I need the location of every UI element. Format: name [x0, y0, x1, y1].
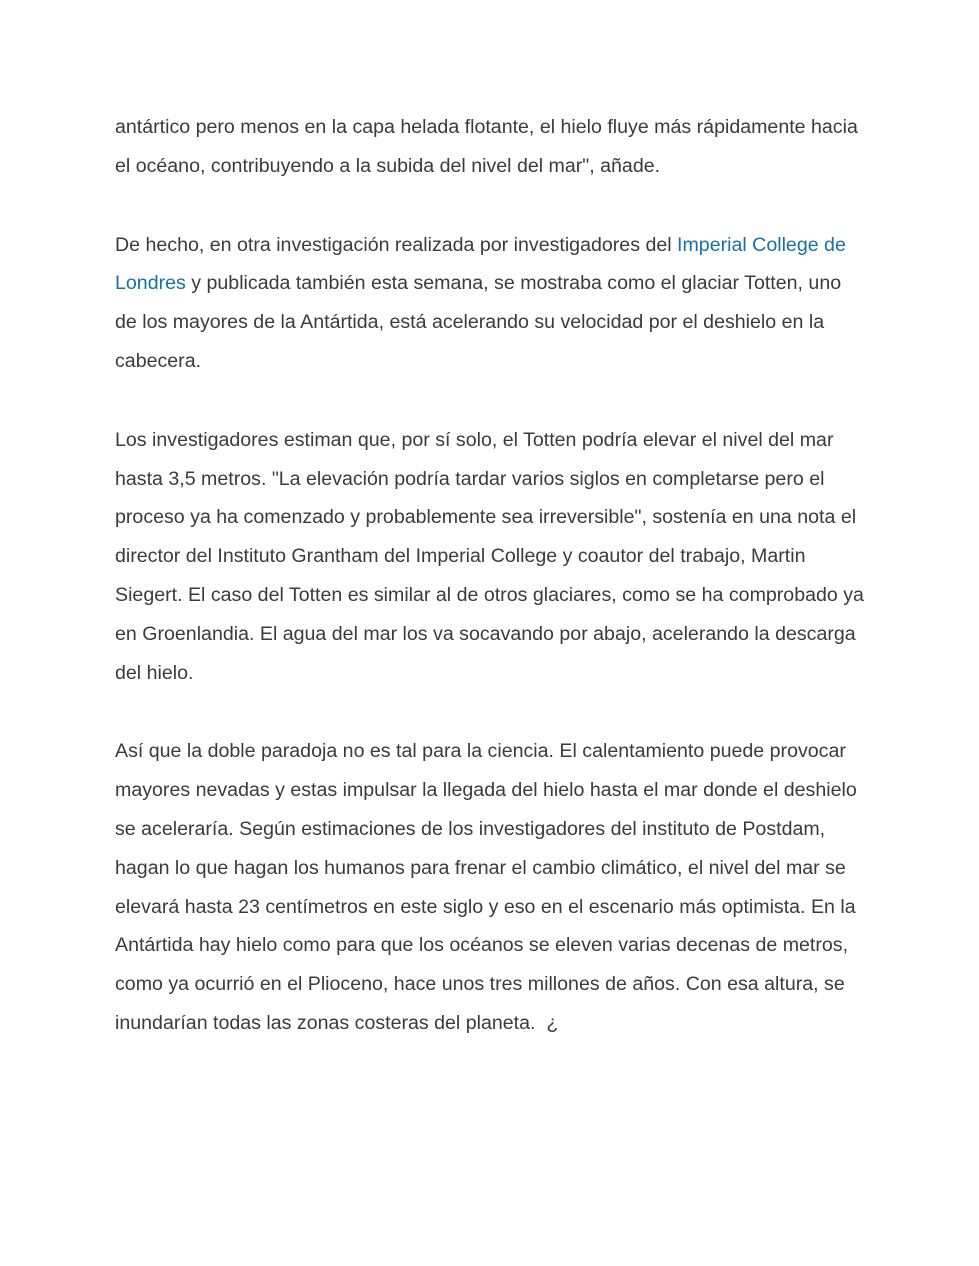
article-body	[115, 108, 867, 1083]
imperial-college-link[interactable]: Imperial College de Londres	[115, 233, 846, 295]
paragraph-3	[115, 421, 867, 693]
paragraph-2	[115, 226, 867, 381]
paragraph-3-text: Los investigadores estiman que, por sí solo, el Totten podría elevar el nivel del mar hasta 3,5 metros. "La elevación podría tardar varios siglos en completarse pero el proceso ya ha comenzado y probablemente sea irreversible", sostenía en una nota el director del Instituto Grantham del Imperial College y coautor del trabajo, Martin Siegert. El caso del Totten es similar al de otros glaciares, como se ha comprobado ya en Groenlandia. El agua del mar los va socavando por abajo, acelerando la descarga del hielo.	[115, 428, 864, 684]
paragraph-2-text-after: y publicada también esta semana, se mostraba como el glaciar Totten, uno de los mayores de la Antártida, está acelerando su velocidad por el deshielo en la cabecera.	[115, 272, 842, 372]
paragraph-1-text: antártico pero menos en la capa helada flotante, el hielo fluye más rápidamente hacia el océano, contribuyendo a la subida del nivel del mar", añade.	[115, 116, 858, 177]
paragraph-4-text: Así que la doble paradoja no es tal para la ciencia. El calentamiento puede provocar mayores nevadas y estas impulsar la llegada del hielo hasta el mar donde el deshielo se aceleraría. Según estimaciones de los investigadores del instituto de Postdam, hagan lo que hagan los humanos para frenar el cambio climático, el nivel del mar se elevará hasta 23 centímetros en este siglo y eso en el escenario más optimista. En la Antártida hay hielo como para que los océanos se eleven varias decenas de metros, como ya ocurrió en el Plioceno, hace unos tres millones de años. Con esa altura, se inundarían todas las zonas costeras del planeta.	[115, 740, 857, 1034]
paragraph-1	[115, 108, 867, 186]
end-mark: ¿	[546, 1011, 559, 1034]
paragraph-2-text-before: De hecho, en otra investigación realizada por investigadores del	[115, 233, 678, 256]
paragraph-4	[115, 732, 867, 1042]
